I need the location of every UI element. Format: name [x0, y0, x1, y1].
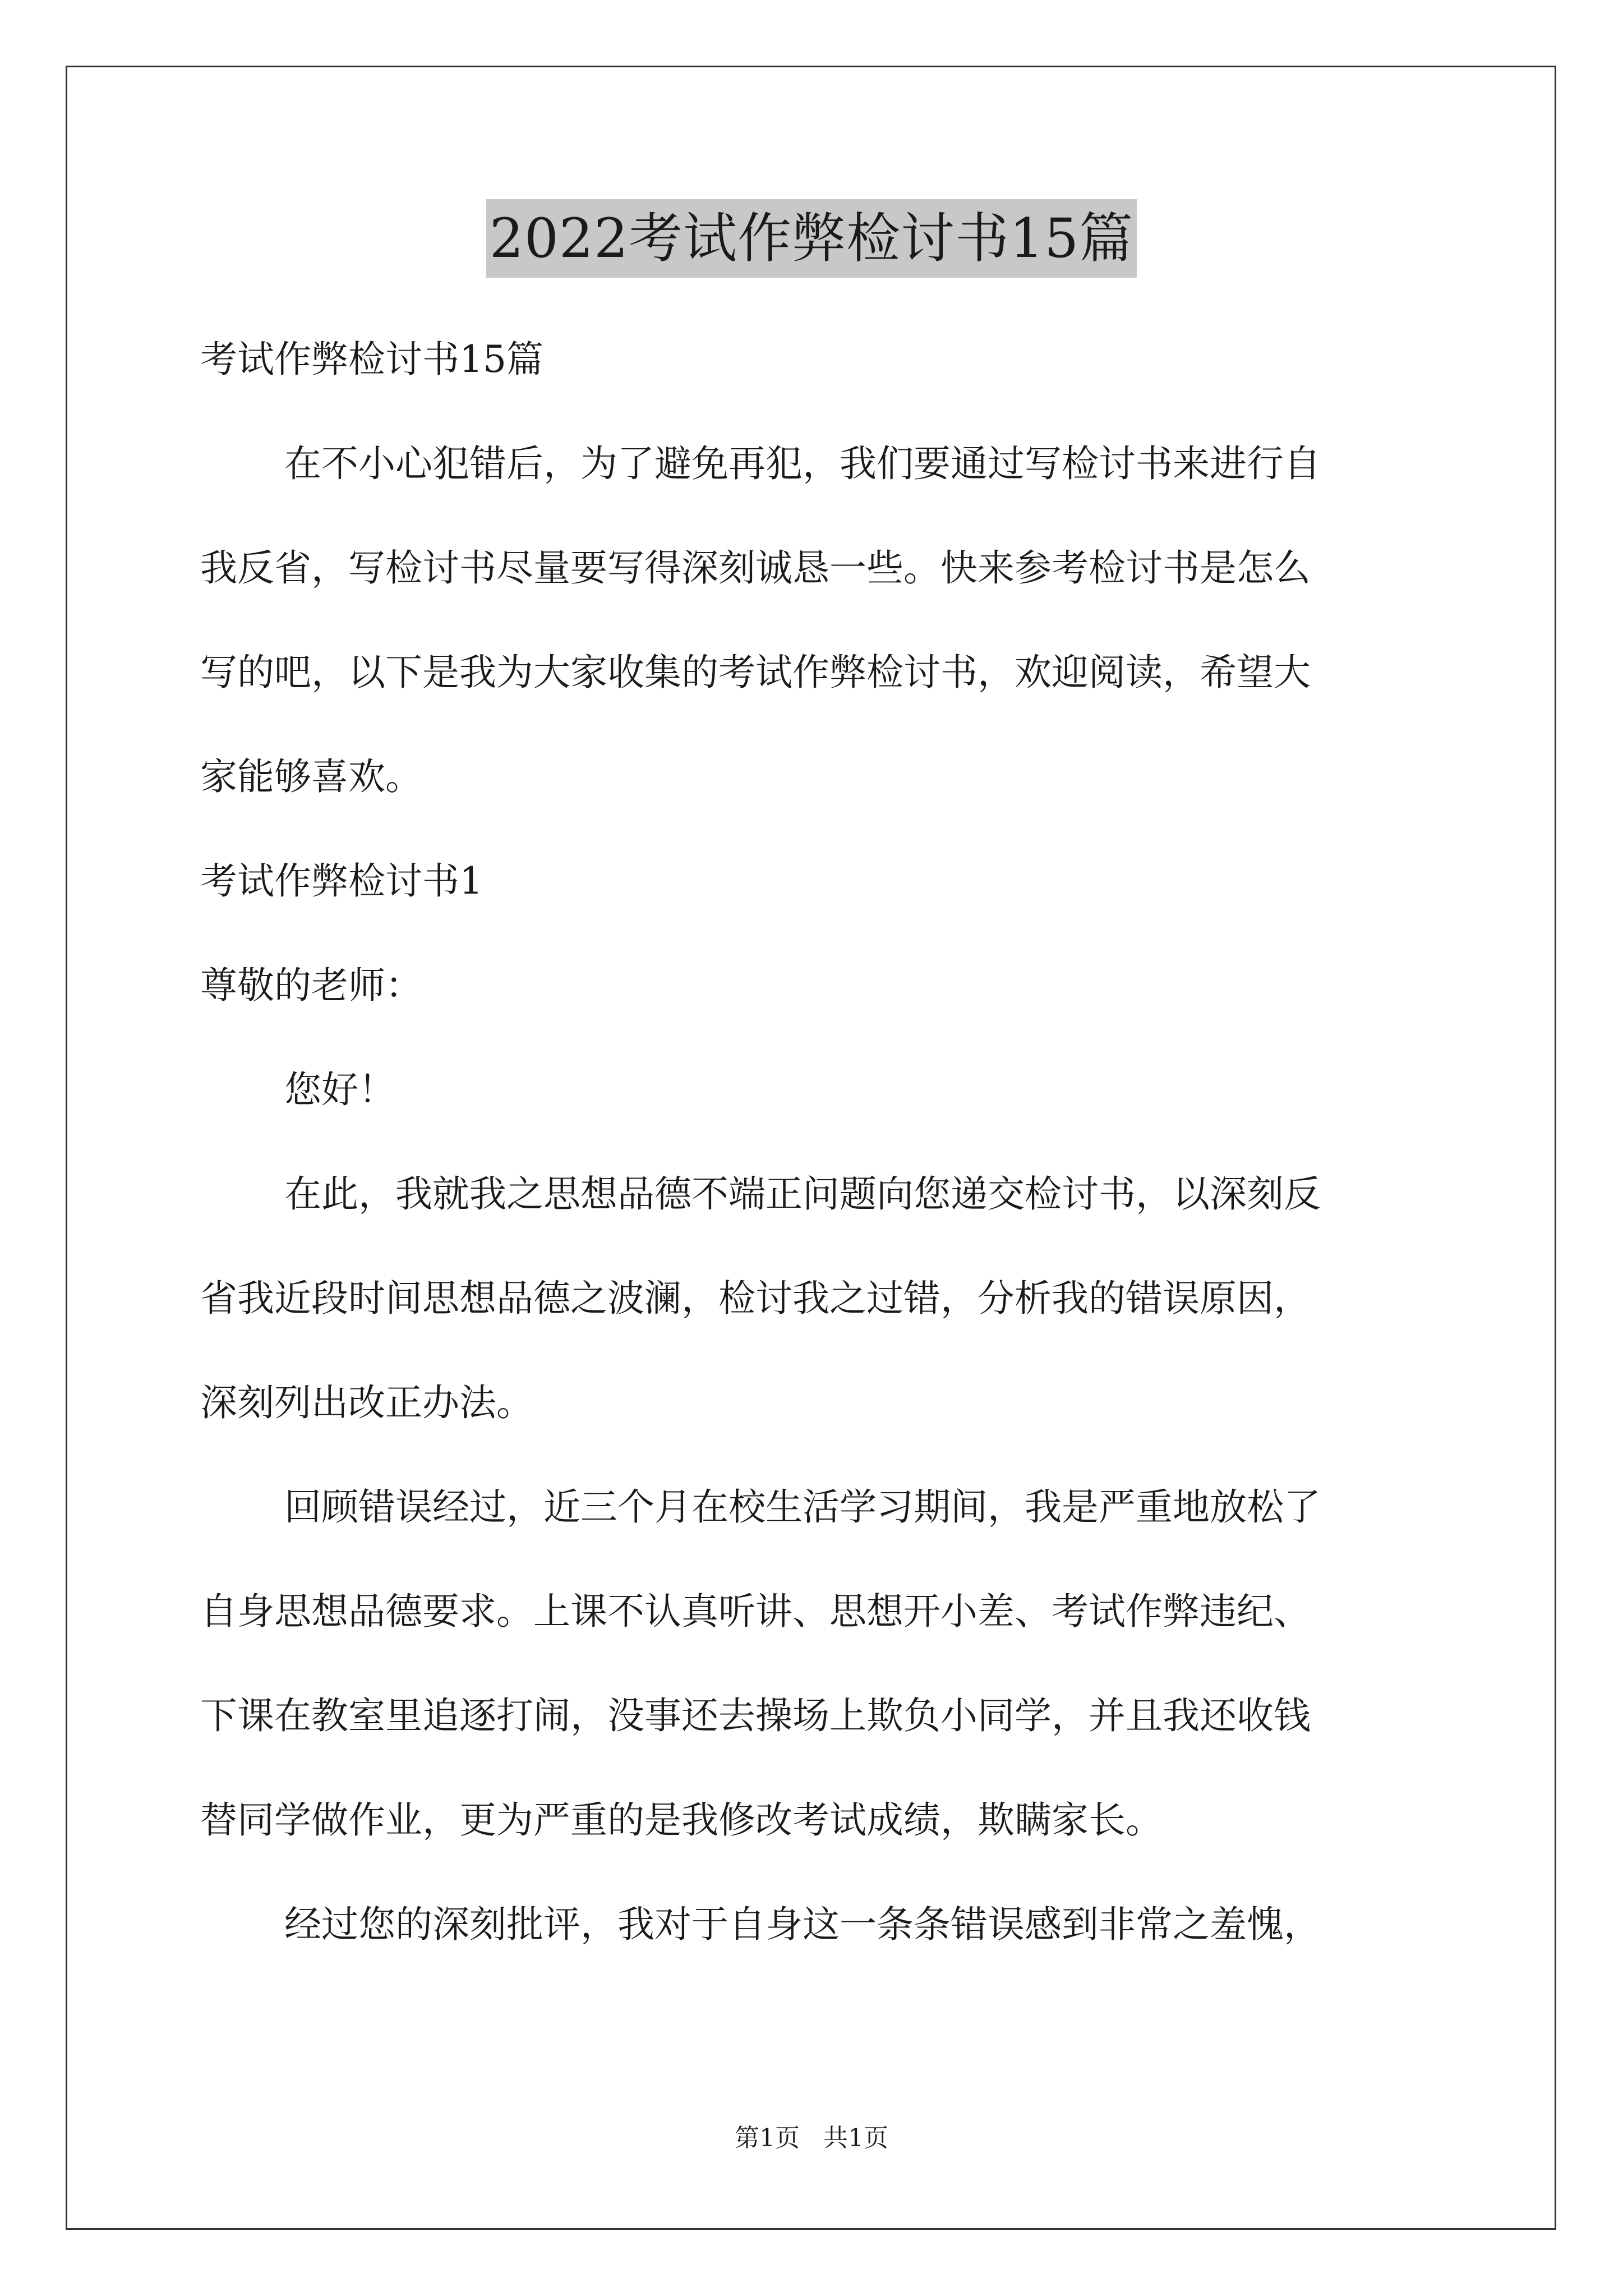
page-number-total: 共1页	[823, 2124, 888, 2152]
paragraph-line: 在不小心犯错后，为了避免再犯，我们要通过写检讨书来进行自	[284, 442, 1321, 485]
paragraph-line: 在此，我就我之思想品德不端正问题向您递交检讨书，以深刻反	[284, 1172, 1321, 1216]
page-number-current: 第1页	[735, 2124, 800, 2152]
paragraph-line: 写的吧，以下是我为大家收集的考试作弊检讨书，欢迎阅读，希望大	[200, 651, 1311, 694]
paragraph-line: 家能够喜欢。	[200, 755, 422, 798]
salutation: 尊敬的老师：	[200, 964, 422, 1007]
greeting: 您好！	[284, 1068, 395, 1111]
document-body	[200, 307, 1434, 1977]
paragraph-line: 回顾错误经过，近三个月在校生活学习期间，我是严重地放松了	[284, 1485, 1321, 1529]
paragraph-line: 自身思想品德要求。上课不认真听讲、思想开小差、考试作弊违纪、	[200, 1590, 1311, 1633]
subtitle-line: 考试作弊检讨书15篇	[200, 338, 543, 381]
paragraph-line: 深刻列出改正办法。	[200, 1381, 533, 1424]
page-footer	[0, 2122, 1623, 2155]
paragraph-line: 我反省，写检讨书尽量要写得深刻诚恳一些。快来参考检讨书是怎么	[200, 546, 1311, 590]
paragraph-line: 省我近段时间思想品德之波澜，检讨我之过错，分析我的错误原因，	[200, 1277, 1311, 1320]
paragraph-line: 替同学做作业，更为严重的是我修改考试成绩，欺瞒家长。	[200, 1798, 1163, 1842]
document-title: 2022考试作弊检讨书15篇	[486, 199, 1137, 278]
section-heading: 考试作弊检讨书1	[200, 859, 483, 903]
paragraph-line: 下课在教室里追逐打闹，没事还去操场上欺负小同学，并且我还收钱	[200, 1694, 1311, 1737]
title-container	[0, 199, 1623, 278]
paragraph-line: 经过您的深刻批评，我对于自身这一条条错误感到非常之羞愧，	[284, 1903, 1321, 1946]
